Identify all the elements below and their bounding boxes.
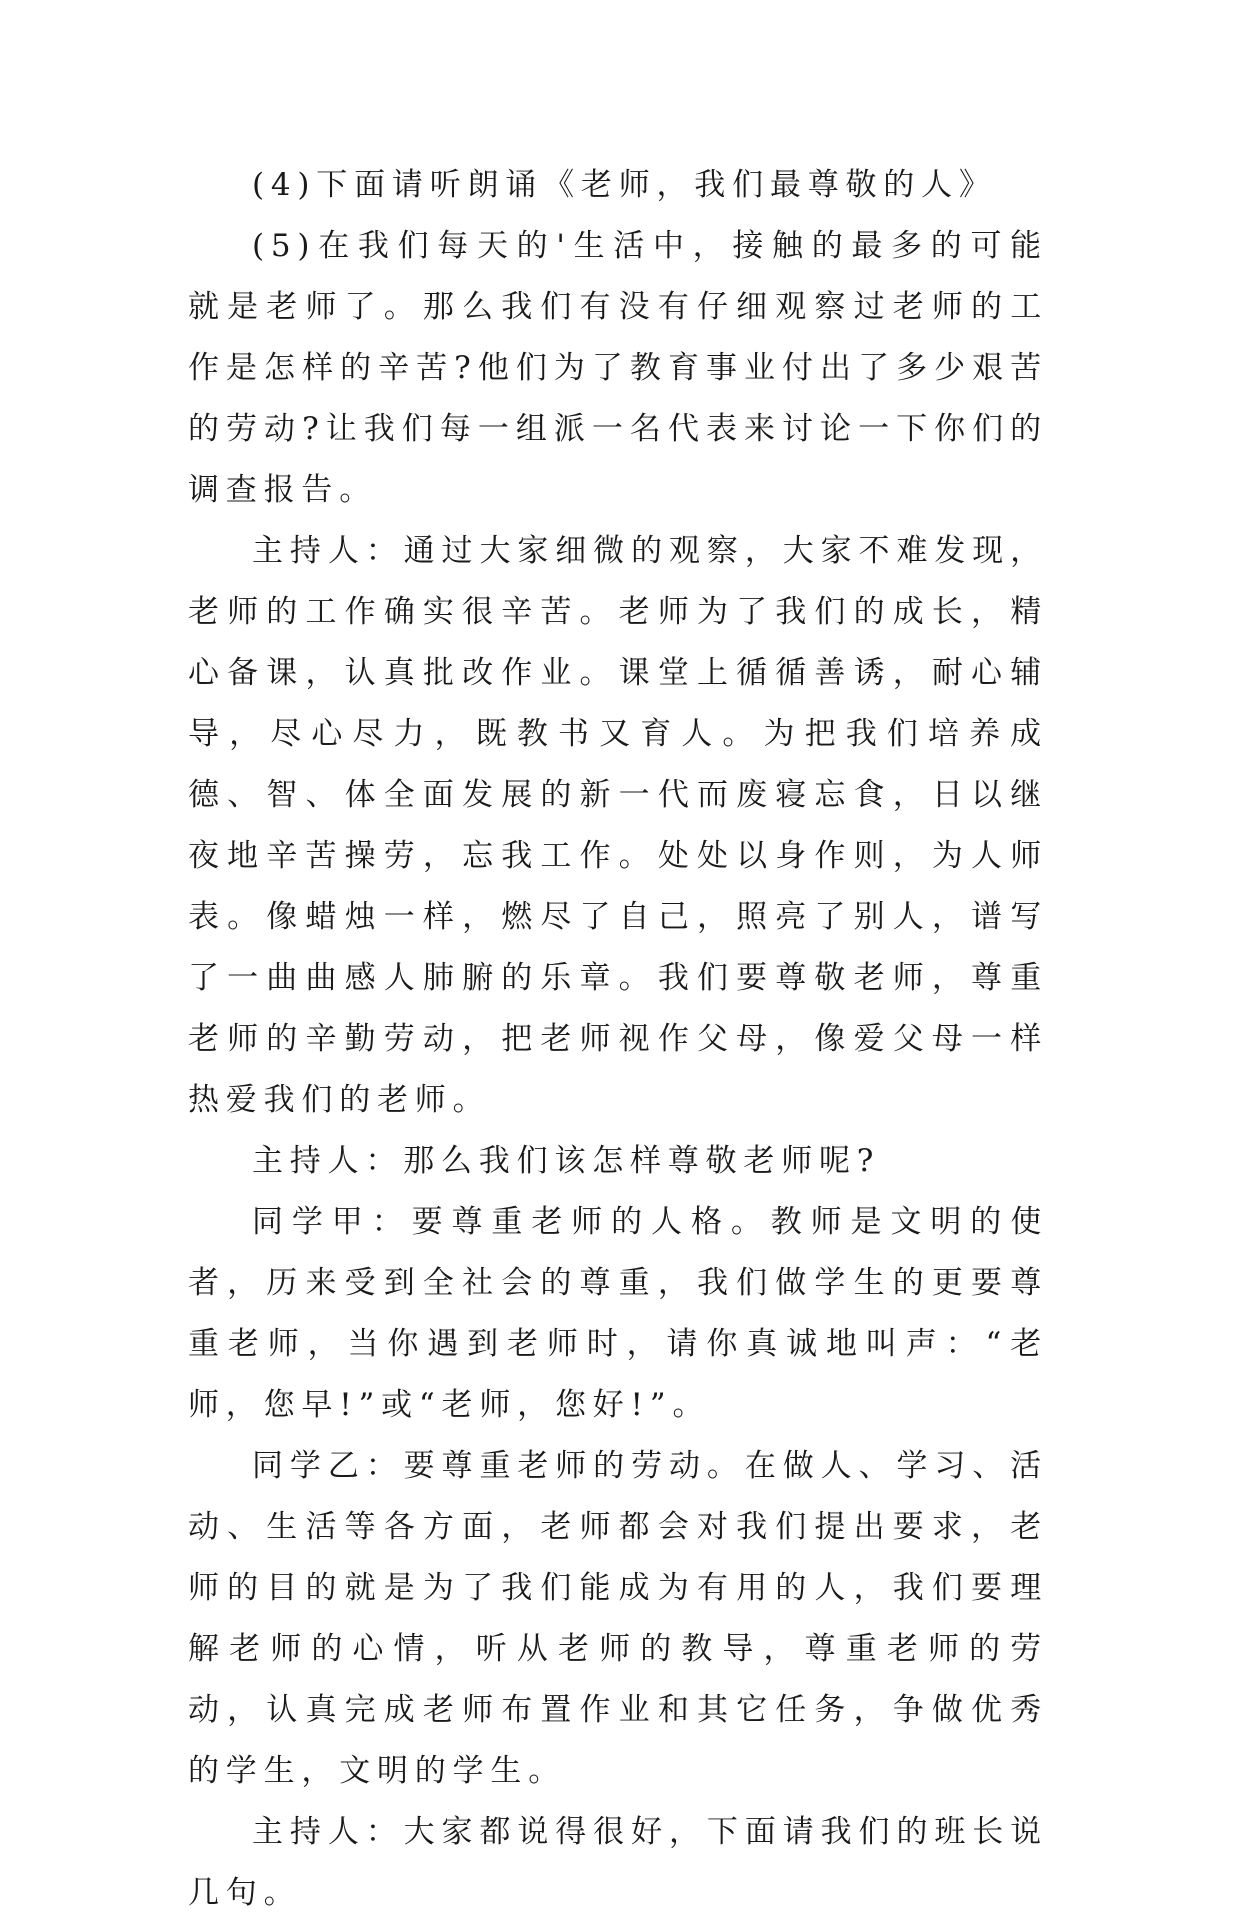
document-body xyxy=(188,155,1048,1924)
paragraph-student-b: 同学乙：要尊重老师的劳动。在做人、学习、活动、生活等各方面，老师都会对我们提出要求，老师的目的就是为了我们能成为有用的人，我们要理解老师的心情，听从老师的教导，尊重老师的劳动，认真完成老师布置作业和其它任务，争做优秀的学生，文明的学生。 xyxy=(188,1448,1048,1789)
paragraph-item-4-recitation: (4)下面请听朗诵《老师，我们最尊敬的人》 xyxy=(252,167,997,203)
paragraph-host-question: 主持人：那么我们该怎样尊敬老师呢? xyxy=(252,1143,881,1179)
paragraph-student-a: 同学甲：要尊重老师的人格。教师是文明的使者，历来受到全社会的尊重，我们做学生的更要尊重老师，当你遇到老师时，请你真诚地叫声：“老师，您早!”或“老师，您好!”。 xyxy=(188,1204,1048,1423)
paragraph-item-5-discussion: (5)在我们每天的'生活中，接触的最多的可能就是老师了。那么我们有没有仔细观察过老师的工作是怎样的辛苦?他们为了教育事业付出了多少艰苦的劳动?让我们每一组派一名代表来讨论一下你们的调查报告。 xyxy=(188,228,1048,508)
paragraph-host-summary: 主持人：通过大家细微的观察，大家不难发现，老师的工作确实很辛苦。老师为了我们的成长，精心备课，认真批改作业。课堂上循循善诱，耐心辅导，尽心尽力，既教书又育人。为把我们培养成德、智、体全面发展的新一代而废寝忘食，日以继夜地辛苦操劳，忘我工作。处处以身作则，为人师表。像蜡烛一样，燃尽了自己，照亮了别人，谱写了一曲曲感人肺腑的乐章。我们要尊敬老师，尊重老师的辛勤劳动，把老师视作父母，像爱父母一样热爱我们的老师。 xyxy=(188,533,1048,1118)
paragraph-host-closing: 主持人：大家都说得很好，下面请我们的班长说几句。 xyxy=(188,1814,1048,1911)
